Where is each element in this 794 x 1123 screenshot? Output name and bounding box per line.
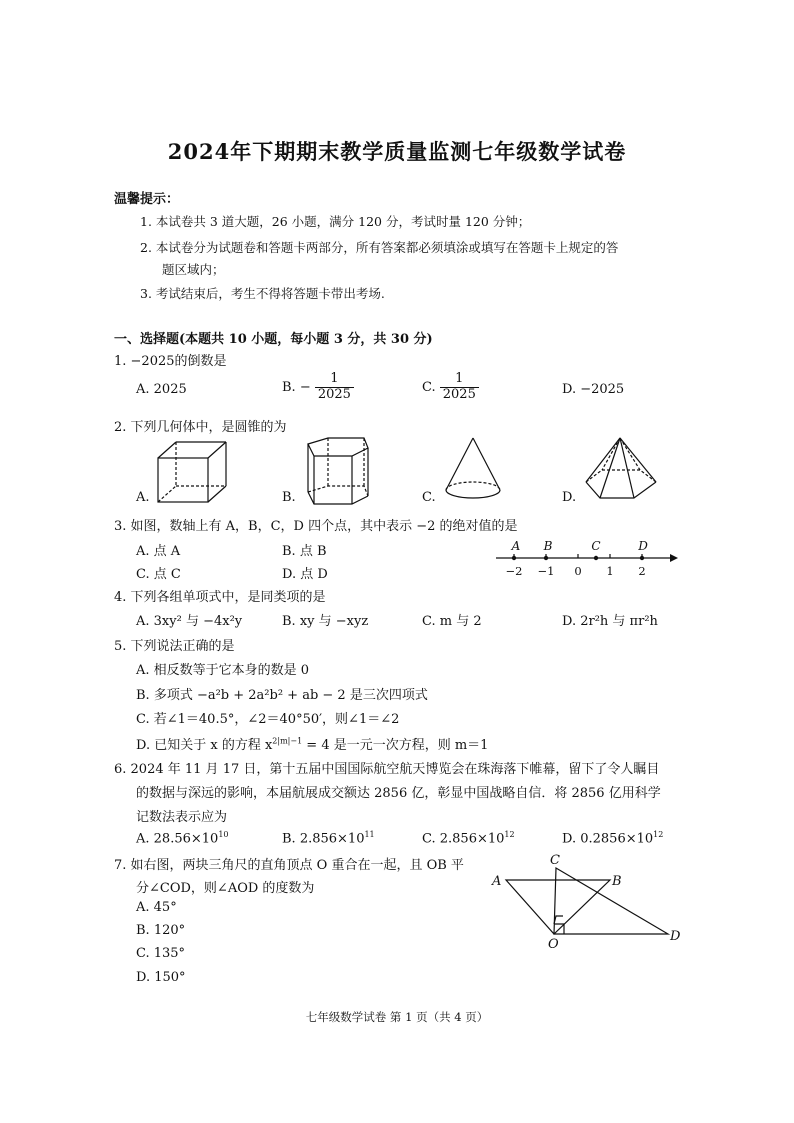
q6-line-3: 记数法表示应为 [136, 810, 228, 825]
axis-point-b: B [543, 539, 553, 553]
label-o: O [548, 937, 559, 950]
q6-d-base: D. 0.2856×10 [562, 831, 654, 847]
q2-option-b: B. [282, 490, 296, 505]
q7-option-c: C. 135° [136, 946, 186, 961]
hint-item-3: 3. 考试结束后，考生不得将答题卡带出考场. [140, 286, 385, 301]
hint-heading: 温馨提示： [114, 192, 180, 207]
axis-tick-neg2: −2 [505, 564, 523, 578]
q1-c-numerator: 1 [440, 372, 479, 388]
q7-line-1: 7. 如右图，两块三角尺的直角顶点 O 重合在一起，且 OB 平 [114, 858, 464, 873]
q2-option-c: C. [422, 490, 436, 505]
q2-stem: 2. 下列几何体中，是圆锥的为 [114, 420, 287, 435]
q5-d-post: = 4 是一元一次方程，则 m＝1 [302, 738, 489, 753]
q1-c-denominator: 2025 [442, 386, 476, 402]
q2-option-a: A. [136, 490, 150, 505]
q3-option-a: A. 点 A [136, 544, 181, 559]
arrow-right-icon [670, 554, 678, 562]
q3-option-b: B. 点 B [282, 544, 327, 559]
q4-option-c: C. m 与 2 [422, 614, 482, 629]
q1-option-a: A. 2025 [136, 382, 187, 397]
section-heading: 一、选择题(本题共 10 小题，每小题 3 分，共 30 分) [114, 332, 433, 347]
hint-item-2: 2. 本试卷分为试题卷和答题卡两部分，所有答案都必须填涂或填写在答题卡上规定的答 [140, 240, 619, 255]
axis-point-d: D [638, 539, 648, 553]
q6-option-c [422, 830, 515, 846]
q4-option-a: A. 3xy² 与 −4x²y [136, 614, 243, 629]
q1-b-numerator: 1 [315, 372, 354, 388]
q4-option-b: B. xy 与 −xyz [282, 614, 369, 629]
page-footer: 七年级数学试卷 第 1 页（共 4 页） [305, 1010, 489, 1024]
q6-b-base: B. 2.856×10 [282, 831, 365, 847]
q5-option-a: A. 相反数等于它本身的数是 0 [136, 663, 310, 678]
label-c: C [550, 853, 560, 868]
cube-figure [150, 438, 230, 506]
q6-a-base: A. 28.56×10 [136, 831, 219, 847]
q6-d-exp: 12 [653, 830, 664, 839]
q6-a-exp: 10 [218, 830, 229, 839]
q6-line-1: 6. 2024 年 11 月 17 日，第十五届中国国际航空航天博览会在珠海落下帷幕，留下了令人瞩目 [114, 762, 660, 777]
q4-stem: 4. 下列各组单项式中，是同类项的是 [114, 590, 326, 605]
label-d: D [670, 929, 681, 944]
q7-option-d: D. 150° [136, 970, 186, 985]
q2-option-d: D. [562, 490, 577, 505]
axis-point-c: C [591, 539, 601, 553]
q6-c-exp: 12 [504, 830, 515, 839]
label-b: B [612, 874, 622, 889]
q4-option-d: D. 2r²h 与 πr²h [562, 614, 658, 629]
q1-option-b [282, 372, 354, 403]
hexagonal-prism-figure [298, 436, 374, 508]
q5-d-pre: D. 已知关于 x 的方程 x [136, 738, 273, 753]
q6-c-base: C. 2.856×10 [422, 831, 505, 847]
q6-option-d [562, 830, 663, 846]
q5-stem: 5. 下列说法正确的是 [114, 639, 235, 654]
q1-c-prefix: C. [422, 379, 436, 395]
q5-option-d [136, 734, 488, 753]
q6-option-a [136, 830, 229, 846]
q1-b-prefix: B. − [282, 379, 311, 395]
q1-b-denominator: 2025 [317, 386, 351, 402]
q1-stem: 1. −2025的倒数是 [114, 354, 227, 369]
q5-option-c: C. 若∠1＝40.5°，∠2＝40°50′，则∠1＝∠2 [136, 712, 400, 727]
axis-tick-2: 2 [638, 564, 646, 578]
q7-option-b: B. 120° [136, 923, 186, 938]
q1-option-c [422, 372, 479, 403]
q5-option-b: B. 多项式 −a²b + 2a²b² + ab − 2 是三次四项式 [136, 688, 428, 703]
hint-item-1: 1. 本试卷共 3 道大题，26 小题，满分 120 分，考试时量 120 分钟； [140, 214, 531, 229]
axis-tick-1: 1 [606, 564, 614, 578]
hint-item-2-cont: 题区域内； [162, 262, 225, 277]
q1-b-fraction [315, 372, 354, 403]
page-title: 2024年下期期末教学质量监测七年级数学试卷 [167, 139, 627, 164]
q3-option-d: D. 点 D [282, 567, 328, 582]
q3-option-c: C. 点 C [136, 567, 181, 582]
q5-d-exponent: 2|m|−1 [272, 736, 303, 746]
q6-b-exp: 11 [364, 830, 375, 839]
cone-figure [440, 436, 506, 504]
q1-option-d: D. −2025 [562, 382, 625, 397]
q6-option-b [282, 830, 375, 846]
axis-point-a: A [511, 539, 521, 553]
triangle-rulers-figure [488, 850, 688, 950]
q3-stem: 3. 如图，数轴上有 A，B，C，D 四个点，其中表示 −2 的绝对值的是 [114, 519, 518, 534]
q7-line-2: 分∠COD，则∠AOD 的度数为 [136, 881, 315, 896]
axis-tick-0: 0 [574, 564, 582, 578]
q7-option-a: A. 45° [136, 900, 177, 915]
number-line [490, 538, 680, 582]
q6-line-2: 的数据与深远的影响，本届航展成交额达 2856 亿，彰显中国战略自信．将 2856 亿用科学 [136, 786, 661, 801]
label-a: A [492, 874, 502, 889]
pyramid-figure [582, 436, 662, 506]
axis-tick-neg1: −1 [537, 564, 555, 578]
q1-c-fraction [440, 372, 479, 403]
